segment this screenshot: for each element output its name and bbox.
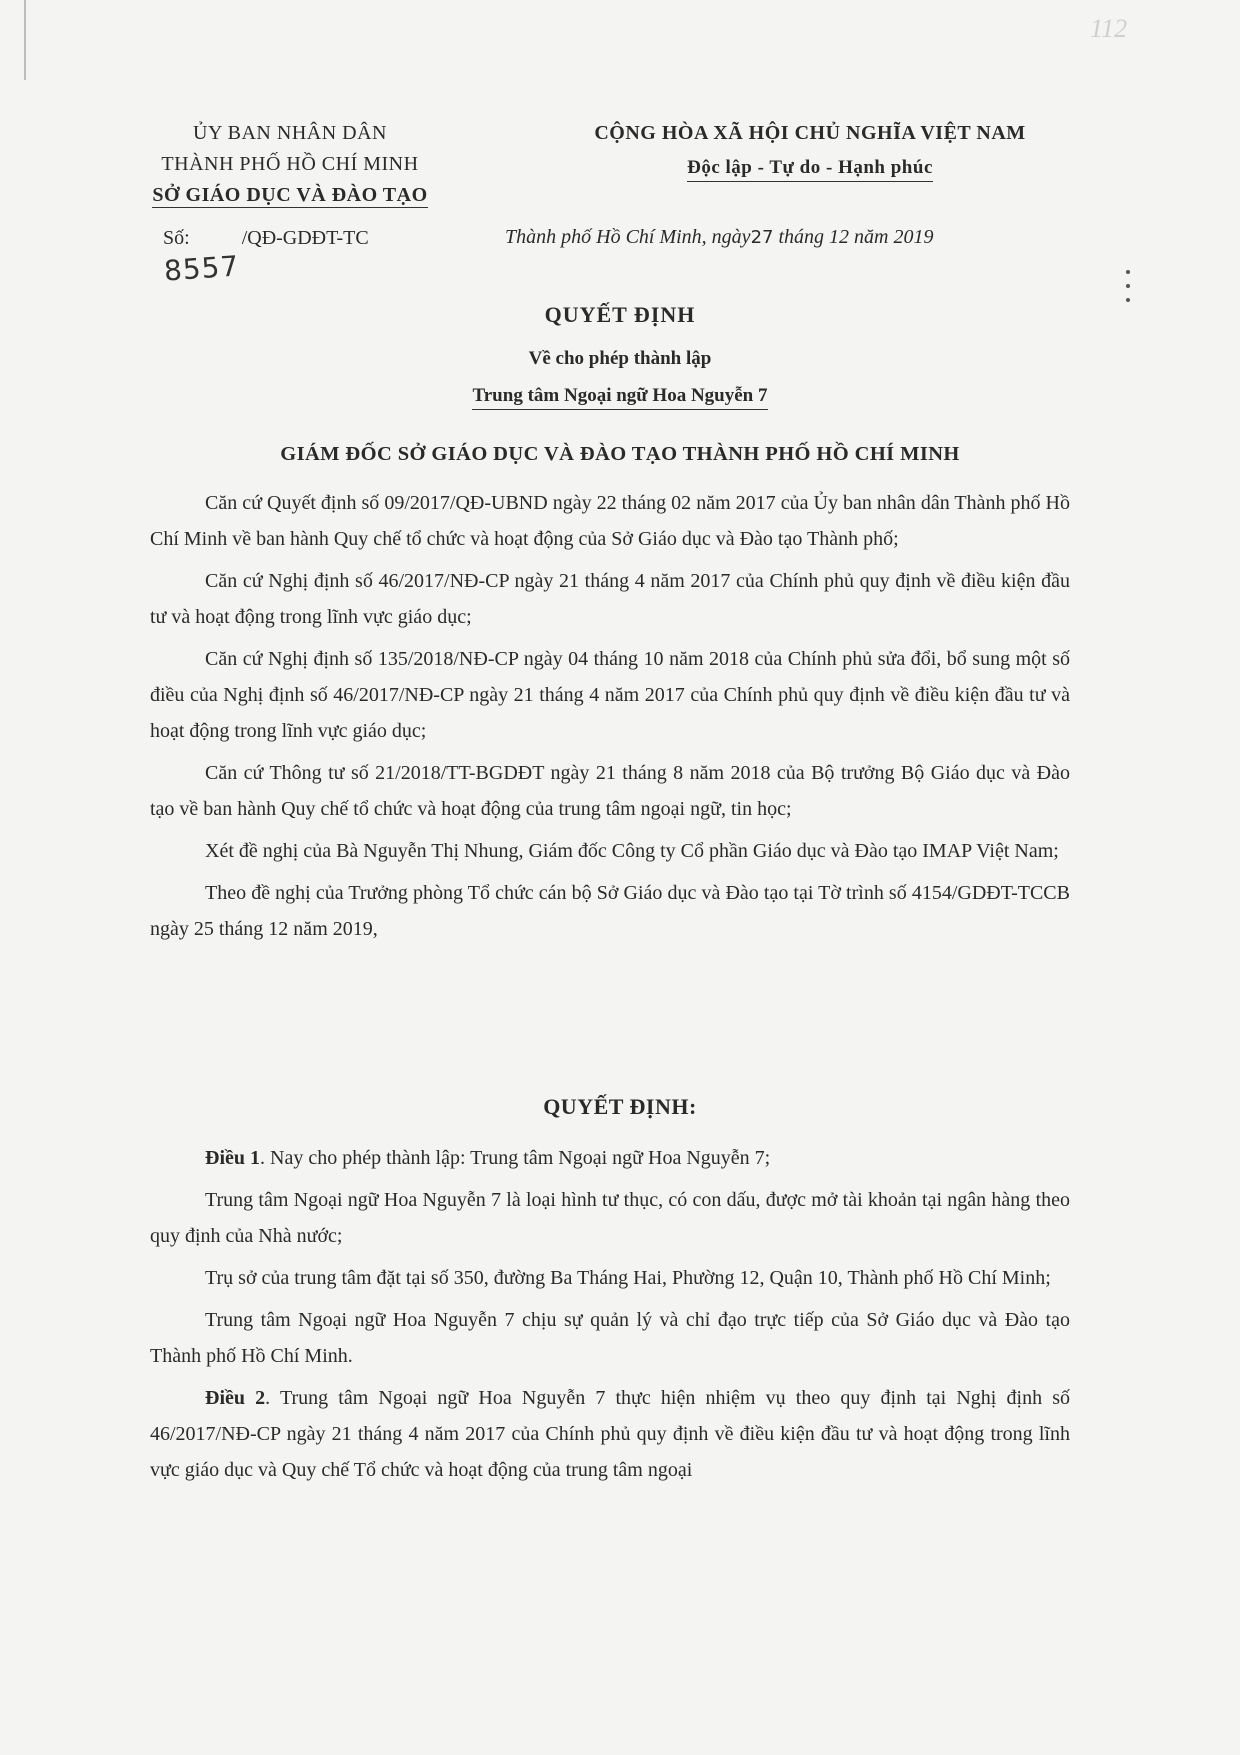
document-title: QUYẾT ĐỊNH — [544, 302, 696, 327]
national-motto: Độc lập - Tự do - Hạnh phúc — [540, 150, 1080, 184]
authority-line-1: ỦY BAN NHÂN DÂN — [193, 122, 387, 144]
page-number: 112 — [1090, 14, 1128, 43]
preamble-paragraph: Căn cứ Thông tư số 21/2018/TT-BGDĐT ngày 21 tháng 8 năm 2018 của Bộ trưởng Bộ Giáo dục và Đào tạo về ban hành Quy chế tổ chức và hoạt động của trung tâm ngoại ngữ, tin học; — [150, 762, 1070, 820]
article-1-paragraph: Trung tâm Ngoại ngữ Hoa Nguyễn 7 chịu sự quản lý và chỉ đạo trực tiếp của Sở Giáo dục và Đào tạo Thành phố Hồ Chí Minh. — [150, 1309, 1070, 1367]
article-1-label: Điều 1 — [205, 1147, 260, 1169]
document-number — [163, 227, 369, 250]
preamble — [150, 485, 1070, 947]
decision-heading: QUYẾT ĐỊNH: — [543, 1094, 697, 1119]
articles — [150, 1140, 1070, 1488]
number-suffix: /QĐ-GDĐT-TC — [241, 227, 369, 249]
number-label: Số: — [163, 227, 190, 249]
article-1-paragraph: Trung tâm Ngoại ngữ Hoa Nguyễn 7 là loại hình tư thục, có con dấu, được mở tài khoản tại ngân hàng theo quy định của Nhà nước; — [150, 1189, 1070, 1247]
issuing-authority — [110, 118, 470, 211]
article-1: Điều 1. Nay cho phép thành lập: Trung tâm Ngoại ngữ Hoa Nguyễn 7; — [205, 1147, 771, 1169]
preamble-paragraph: Căn cứ Nghị định số 135/2018/NĐ-CP ngày 04 tháng 10 năm 2018 của Chính phủ sửa đổi, bổ sung một số điều của Nghị định số 46/2017/NĐ-CP ngày 21 tháng 4 năm 2017 của Chính phủ quy định về điều kiện đầu tư và hoạt động trong lĩnh vực giáo dục; — [150, 648, 1070, 742]
issue-date: Thành phố Hồ Chí Minh, ngày27 tháng 12 năm 2019 — [505, 226, 934, 248]
handwritten-day: 27 — [750, 227, 774, 248]
article-1-paragraph: Trụ sở của trung tâm đặt tại số 350, đường Ba Tháng Hai, Phường 12, Quận 10, Thành phố Hồ Chí Minh; — [205, 1267, 1051, 1289]
article-2: Điều 2. Trung tâm Ngoại ngữ Hoa Nguyễn 7 thực hiện nhiệm vụ theo quy định tại Nghị định số 46/2017/NĐ-CP ngày 21 tháng 4 năm 2017 của Chính phủ quy định về điều kiện đầu tư và hoạt động trong lĩnh vực giáo dục và Quy chế Tổ chức và hoạt động của trung tâm ngoại — [150, 1387, 1070, 1481]
title-subject-1: Về cho phép thành lập — [528, 348, 712, 369]
scan-edge-line — [24, 0, 26, 80]
national-header — [540, 116, 1080, 184]
handwritten-number: 8557 — [162, 249, 241, 288]
article-2-label: Điều 2 — [205, 1387, 266, 1409]
country-name: CỘNG HÒA XÃ HỘI CHỦ NGHĨA VIỆT NAM — [594, 122, 1026, 144]
title-subject-2: Trung tâm Ngoại ngữ Hoa Nguyễn 7 — [0, 383, 1240, 410]
preamble-paragraph: Căn cứ Nghị định số 46/2017/NĐ-CP ngày 21 tháng 4 năm 2017 của Chính phủ quy định về điều kiện đầu tư và hoạt động trong lĩnh vực giáo dục; — [150, 570, 1070, 628]
authority-line-3: SỞ GIÁO DỤC VÀ ĐÀO TẠO — [152, 184, 428, 206]
authority-line-2: THÀNH PHỐ HỒ CHÍ MINH — [161, 153, 419, 175]
preamble-paragraph: Theo đề nghị của Trưởng phòng Tổ chức cán bộ Sở Giáo dục và Đào tạo tại Tờ trình số 4154/GDĐT-TCCB ngày 25 tháng 12 năm 2019, — [150, 882, 1070, 940]
preamble-paragraph: Căn cứ Quyết định số 09/2017/QĐ-UBND ngày 22 tháng 02 năm 2017 của Ủy ban nhân dân Thành phố Hồ Chí Minh về ban hành Quy chế tổ chức và hoạt động của Sở Giáo dục và Đào tạo Thành phố; — [150, 492, 1070, 550]
preamble-paragraph: Xét đề nghị của Bà Nguyễn Thị Nhung, Giám đốc Công ty Cổ phần Giáo dục và Đào tạo IMAP Việt Nam; — [205, 840, 1059, 862]
issuing-official: GIÁM ĐỐC SỞ GIÁO DỤC VÀ ĐÀO TẠO THÀNH PHỐ HỒ CHÍ MINH — [280, 443, 960, 465]
